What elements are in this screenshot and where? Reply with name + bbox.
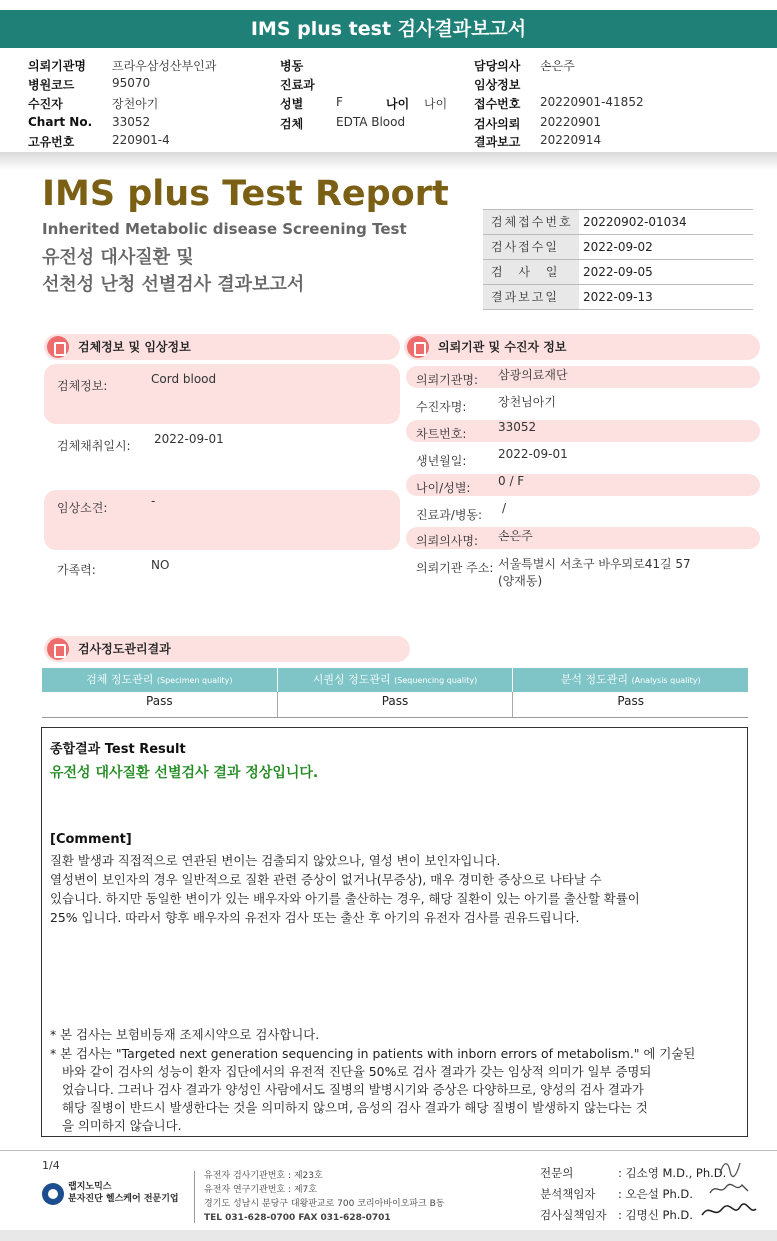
footer-info-line: 유전자 검사기관번호 : 제23호 xyxy=(204,1171,323,1181)
date-row xyxy=(483,260,753,285)
specimen-label: 검체 xyxy=(280,117,304,131)
signer-name: : 오은설 Ph.D. xyxy=(618,1187,693,1201)
quality-table-header xyxy=(42,668,748,692)
brand-name: 랩지노믹스 xyxy=(68,1182,112,1192)
date-value: 2022-09-13 xyxy=(583,290,653,304)
age-value: 나이 xyxy=(424,97,448,111)
quality-col-header xyxy=(42,668,278,692)
clinical-label: 임상정보 xyxy=(474,78,521,92)
sex-label: 성별 xyxy=(280,97,304,111)
patient-row-value: 장천님아기 xyxy=(498,395,556,409)
family-history-value: NO xyxy=(151,558,170,572)
date-row xyxy=(483,235,753,260)
signer-role: 검사실책임자 xyxy=(540,1208,607,1222)
report-subtitle-en: Inherited Metabolic disease Screening Test xyxy=(42,220,407,238)
date-value: 2022-09-02 xyxy=(583,240,653,254)
company-brand xyxy=(68,1181,179,1205)
patient-section-title: 의뢰기관 및 수진자 정보 xyxy=(438,340,567,354)
comment-line: 있습니다. 하지만 동일한 변이가 있는 배우자와 아기를 출산하는 경우, 해당 질환이 있는 아기를 출산할 확률이 xyxy=(50,891,640,906)
result-summary: 유전성 대사질환 선별검사 결과 정상입니다. xyxy=(50,765,319,781)
date-row xyxy=(483,285,753,310)
institution-label: 의뢰기관명 xyxy=(28,59,86,73)
bottom-bar xyxy=(0,1230,777,1241)
lock-icon xyxy=(47,336,69,358)
quality-col-sub: (Specimen quality) xyxy=(156,676,233,685)
request-label: 검사의뢰 xyxy=(474,117,521,131)
note-line: 었습니다. 그러나 검사 결과가 양성인 사람에서도 질병의 발병시기와 증상은 다양하므로, 양성의 검사 결과가 xyxy=(62,1082,644,1097)
date-label: 검체접수번호 xyxy=(483,210,579,234)
header-divider xyxy=(0,152,777,170)
result-box xyxy=(41,727,748,1137)
note-performance xyxy=(50,1045,742,1135)
patient-row-label: 수진자명: xyxy=(416,400,467,414)
quality-col-header xyxy=(513,668,748,692)
age-label: 나이 xyxy=(386,97,410,111)
patient-row-label: 의뢰의사명: xyxy=(416,534,479,548)
comment-line: 열성변이 보인자의 경우 일반적으로 질환 관련 증상이 없거나(무증상), 매우 경미한 증상으로 나타날 수 xyxy=(50,872,602,887)
patient-row-value: 33052 xyxy=(498,420,537,434)
specimen-info-label: 검체정보: xyxy=(57,379,108,393)
result-title: 종합결과 Test Result xyxy=(50,742,186,757)
signatures xyxy=(540,1163,726,1226)
specimen-section-title: 검체정보 및 임상정보 xyxy=(78,340,191,354)
patient-value: 장천아기 xyxy=(112,97,159,111)
collect-date-value: 2022-09-01 xyxy=(154,432,224,446)
specimen-value: EDTA Blood xyxy=(336,115,406,129)
quality-col-name: 시퀀싱 정도관리 xyxy=(312,673,391,686)
quality-section-header xyxy=(44,636,410,662)
request-value: 20220901 xyxy=(540,115,602,129)
patient-row-label: 생년월일: xyxy=(416,454,467,468)
date-label: 결과보고일 xyxy=(483,285,579,309)
patient-section-header xyxy=(404,334,760,360)
date-label: 검 사 일 xyxy=(483,260,579,284)
footer-info-line: 유전자 연구기관번호 : 제7호 xyxy=(204,1185,317,1195)
footer-separator xyxy=(194,1171,195,1223)
patient-row-label: 차트번호: xyxy=(416,427,467,441)
specimen-info-block xyxy=(44,364,400,424)
receipt-value: 20220901-41852 xyxy=(540,95,644,109)
header-info xyxy=(0,54,777,154)
quality-value: Pass xyxy=(617,694,644,708)
hospital-code-value: 95070 xyxy=(112,76,151,90)
patient-row-label: 진료과/병동: xyxy=(416,508,483,522)
note-line: 을 의미하지 않습니다. xyxy=(62,1118,182,1133)
address-line2: (양재동) xyxy=(498,574,543,588)
hospital-code-label: 병원코드 xyxy=(28,78,75,92)
company-logo-icon xyxy=(42,1183,64,1205)
note-line: 바와 같이 검사의 성능이 환자 집단에서의 유전적 진단율 50%로 검사 결과가 갖는 임상적 의미가 일부 증명되 xyxy=(62,1064,652,1079)
patient-row-value: 삼광의료재단 xyxy=(498,368,568,382)
signer-name: : 김명신 Ph.D. xyxy=(618,1208,693,1222)
signature-row xyxy=(540,1205,726,1226)
quality-section-title: 검사정도관리결과 xyxy=(78,642,171,656)
clinical-value: - xyxy=(151,494,156,508)
note-insurance xyxy=(50,1026,742,1044)
patient-row-value: 손은주 xyxy=(498,529,533,543)
report-value: 20220914 xyxy=(540,133,602,147)
chart-label: Chart No. xyxy=(28,115,93,129)
specimen-section-header xyxy=(44,334,400,360)
report-title-en: IMS plus Test Report xyxy=(42,174,449,214)
sex-value: F xyxy=(336,95,343,109)
institution-value: 프라우삼성산부인과 xyxy=(112,59,217,73)
page-number: 1/4 xyxy=(42,1159,60,1172)
signer-name: : 김소영 M.D., Ph.D. xyxy=(618,1166,727,1180)
note-line: * 본 검사는 보험비등재 조제시약으로 검사합니다. xyxy=(50,1027,320,1042)
date-value: 2022-09-05 xyxy=(583,265,653,279)
patient-label: 수진자 xyxy=(28,97,63,111)
address-line1: 서울특별시 서초구 바우뫼로41길 57 xyxy=(498,557,691,571)
quality-col-sub: (Analysis quality) xyxy=(631,676,701,685)
comment-line: 질환 발생과 직접적으로 연관된 변이는 검출되지 않았으나, 열성 변이 보인자입니다. xyxy=(50,853,501,868)
patient-row-label: 의뢰기관명: xyxy=(416,373,479,387)
dept-label: 진료과 xyxy=(280,78,315,92)
ward-label: 병동 xyxy=(280,59,304,73)
report-label: 결과보고 xyxy=(474,135,521,149)
signature-scribble-icon xyxy=(718,1157,742,1179)
quality-value: Pass xyxy=(278,692,514,717)
date-row xyxy=(483,210,753,235)
clinical-label: 임상소견: xyxy=(57,501,108,515)
signature-row xyxy=(540,1163,726,1184)
report-title-kr1: 유전성 대사질환 및 xyxy=(42,247,194,268)
footer-info xyxy=(204,1169,444,1225)
patient-row-value: 2022-09-01 xyxy=(498,447,568,461)
date-label: 검사접수일 xyxy=(483,235,579,259)
clipboard-icon xyxy=(47,638,69,660)
comment-label: [Comment] xyxy=(50,832,132,847)
date-value: 20220902-01034 xyxy=(583,215,687,229)
comment-text xyxy=(50,851,742,927)
quality-col-header xyxy=(278,668,514,692)
quality-col-name: 검체 정도관리 xyxy=(86,673,154,686)
report-top-title: IMS plus test 검사결과보고서 xyxy=(0,10,777,48)
quality-value: Pass xyxy=(42,692,278,717)
quality-table-row xyxy=(42,692,748,718)
doctor-label: 담당의사 xyxy=(474,59,521,73)
chart-value: 33052 xyxy=(112,115,151,129)
unique-value: 220901-4 xyxy=(112,133,170,147)
note-line: * 본 검사는 "Targeted next generation sequencing in patients with inborn errors of metabolism." 에 기술된 xyxy=(50,1046,696,1061)
quality-col-name: 분석 정도관리 xyxy=(560,673,628,686)
signer-role: 전문의 xyxy=(540,1166,574,1180)
unique-label: 고유번호 xyxy=(28,135,75,149)
specimen-info-value: Cord blood xyxy=(151,372,217,386)
patient-row-value: 0 / F xyxy=(498,474,525,488)
family-history-label: 가족력: xyxy=(57,563,96,577)
quality-col-sub: (Sequencing quality) xyxy=(394,676,478,685)
footer xyxy=(0,1150,777,1230)
signature-scribble-icon xyxy=(708,1181,750,1197)
doctor-value: 손은주 xyxy=(540,59,575,73)
signature-row xyxy=(540,1184,726,1205)
signer-role: 분석책임자 xyxy=(540,1187,596,1201)
brand-tagline: 분자진단 헬스케어 전문기업 xyxy=(68,1194,179,1204)
date-table xyxy=(483,209,753,310)
address-label: 의뢰기관 주소: xyxy=(416,561,494,575)
lock-icon xyxy=(407,336,429,358)
receipt-label: 접수번호 xyxy=(474,97,521,111)
report-title-kr2: 선천성 난청 선별검사 결과보고서 xyxy=(42,274,305,295)
signature-scribble-icon xyxy=(700,1201,758,1221)
footer-info-line: 경기도 성남시 분당구 대왕판교로 700 코리아바이오파크 B동 xyxy=(204,1199,445,1209)
collect-date-label: 검체채취일시: xyxy=(57,439,131,453)
patient-row-value: / xyxy=(502,501,507,515)
note-line: 해당 질병이 반드시 발생한다는 것을 의미하지 않으며, 음성의 검사 결과가 해당 질병이 발생하지 않는다는 것 xyxy=(62,1100,648,1115)
patient-row-label: 나이/성별: xyxy=(416,481,471,495)
footer-info-line: TEL 031-628-0700 FAX 031-628-0701 xyxy=(204,1213,391,1223)
quality-table xyxy=(42,668,748,718)
comment-line: 25% 입니다. 따라서 향후 배우자의 유전자 검사 또는 출산 후 아기의 유전자 검사를 권유드립니다. xyxy=(50,910,580,925)
